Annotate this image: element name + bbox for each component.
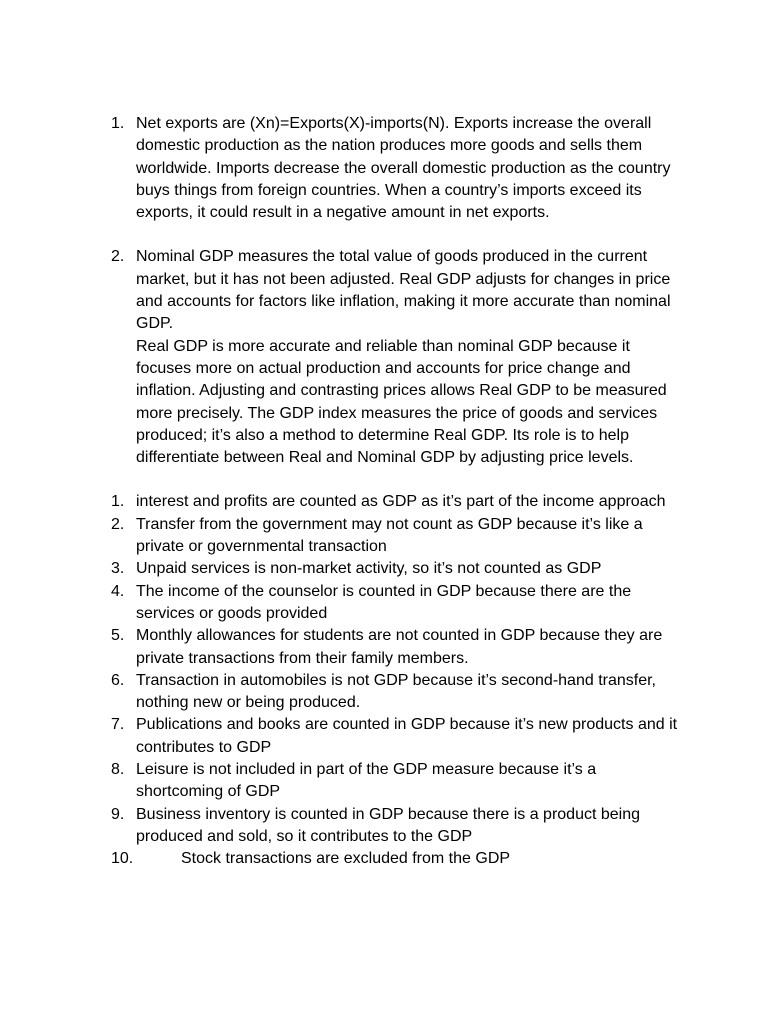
answers-list-part-1 xyxy=(0,113,768,469)
list-item xyxy=(111,848,681,870)
list-item xyxy=(111,625,681,670)
list-item-number: 1. xyxy=(111,493,125,511)
list-item-text: The income of the counselor is counted in GDP because there are the services or goods provided xyxy=(136,582,632,622)
list-item-text: Transfer from the government may not count as GDP because it’s like a private or governmental transaction xyxy=(136,515,643,556)
list-item-number: 8. xyxy=(111,761,125,779)
list-item-text: Business inventory is counted in GDP because there is a product being produced and sold, so it contributes to the GDP xyxy=(136,805,640,845)
list-item-text: interest and profits are counted as GDP as it’s part of the income approach xyxy=(136,493,666,511)
list-item xyxy=(111,558,681,580)
list-item xyxy=(111,759,681,804)
list-item-number: 9. xyxy=(111,805,125,823)
list-item-paragraph: Nominal GDP measures the total value of goods produced in the current market, but it has not been adjusted. Real GDP adjusts for changes in price and accounts for factors like inflation, making it more accurate than nominal GDP. xyxy=(136,248,671,333)
list-item-number: 4. xyxy=(111,582,125,600)
list-item-text: Publications and books are counted in GDP because it’s new products and it contributes to GDP xyxy=(136,716,678,756)
list-item xyxy=(111,514,681,559)
list-item-number: 7. xyxy=(111,716,125,734)
list-item xyxy=(111,581,681,626)
list-item xyxy=(111,491,681,513)
list-item-paragraph: Net exports are (Xn)=Exports(X)-imports(N). Exports increase the overall domestic production as the nation produces more goods and sells them worldwide. Imports decrease the overall domestic production as the country buys things from foreign countries. When a country’s imports exceed its exports, it could result in a negative amount in net exports. xyxy=(136,115,671,222)
list-item-number: 6. xyxy=(111,671,125,689)
list-item-number: 5. xyxy=(111,627,125,645)
list-item-text: Unpaid services is non-market activity, so it’s not counted as GDP xyxy=(136,560,602,578)
list-item xyxy=(111,113,681,224)
list-item-text: Monthly allowances for students are not counted in GDP because they are private transactions from their family members. xyxy=(136,627,663,667)
list-item xyxy=(111,804,681,849)
list-item-paragraph: Real GDP is more accurate and reliable than nominal GDP because it focuses more on actual production and accounts for price change and inflation. Adjusting and contrasting prices allows Real GDP to be measured more precisely. The GDP index measures the price of goods and services produced; it’s also a method to determine Real GDP. Its role is to help differentiate between Real and Nominal GDP by adjusting price levels. xyxy=(136,337,667,467)
list-item-number: 3. xyxy=(111,560,125,578)
list-item xyxy=(111,670,681,715)
list-item xyxy=(111,714,681,759)
list-item-number: 1. xyxy=(111,115,125,132)
list-item xyxy=(111,246,681,469)
list-item-number: 2. xyxy=(111,248,125,266)
list-item-text: Transaction in automobiles is not GDP because it’s second-hand transfer, nothing new or being produced. xyxy=(136,671,656,712)
list-item-text: Leisure is not included in part of the GDP measure because it’s a shortcoming of GDP xyxy=(136,761,597,801)
list-item-number: 2. xyxy=(111,515,125,533)
answers-list-part-2 xyxy=(0,491,768,870)
list-item-text: Stock transactions are excluded from the GDP xyxy=(181,850,511,868)
list-item-number: 10. xyxy=(111,850,134,868)
